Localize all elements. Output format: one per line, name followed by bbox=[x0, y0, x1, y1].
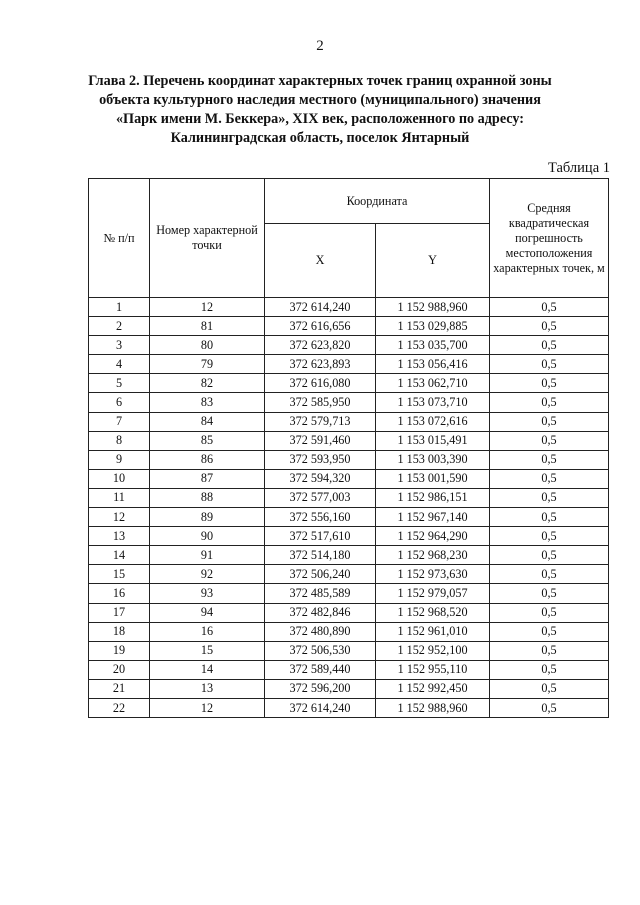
cell-y: 1 152 968,230 bbox=[376, 546, 490, 565]
table-row bbox=[89, 317, 609, 336]
table-row bbox=[89, 622, 609, 641]
cell-x: 372 482,846 bbox=[265, 603, 376, 622]
cell-num: 5 bbox=[89, 374, 150, 393]
cell-num: 7 bbox=[89, 412, 150, 431]
cell-x: 372 506,530 bbox=[265, 641, 376, 660]
cell-x: 372 506,240 bbox=[265, 565, 376, 584]
cell-y: 1 152 979,057 bbox=[376, 584, 490, 603]
cell-point-number: 84 bbox=[150, 412, 265, 431]
cell-num: 6 bbox=[89, 393, 150, 412]
cell-num: 8 bbox=[89, 431, 150, 450]
header-error: Средняя квадратическая погрешность местоположения характерных точек, м bbox=[490, 179, 609, 298]
cell-x: 372 577,003 bbox=[265, 488, 376, 507]
cell-y: 1 152 968,520 bbox=[376, 603, 490, 622]
cell-point-number: 89 bbox=[150, 508, 265, 527]
cell-y: 1 153 029,885 bbox=[376, 317, 490, 336]
coordinates-table bbox=[88, 178, 609, 718]
page-number: 2 bbox=[316, 38, 324, 54]
cell-num: 10 bbox=[89, 469, 150, 488]
cell-point-number: 80 bbox=[150, 336, 265, 355]
cell-error: 0,5 bbox=[490, 469, 609, 488]
table-row bbox=[89, 488, 609, 507]
cell-y: 1 152 961,010 bbox=[376, 622, 490, 641]
header-x: X bbox=[265, 224, 376, 298]
cell-num: 1 bbox=[89, 298, 150, 317]
cell-point-number: 85 bbox=[150, 431, 265, 450]
cell-x: 372 485,589 bbox=[265, 584, 376, 603]
chapter-heading bbox=[70, 72, 570, 148]
table-row bbox=[89, 527, 609, 546]
cell-y: 1 153 015,491 bbox=[376, 431, 490, 450]
cell-y: 1 152 967,140 bbox=[376, 508, 490, 527]
cell-error: 0,5 bbox=[490, 336, 609, 355]
cell-error: 0,5 bbox=[490, 508, 609, 527]
table-row bbox=[89, 641, 609, 660]
cell-point-number: 15 bbox=[150, 641, 265, 660]
cell-x: 372 593,950 bbox=[265, 450, 376, 469]
cell-point-number: 82 bbox=[150, 374, 265, 393]
cell-point-number: 83 bbox=[150, 393, 265, 412]
cell-num: 3 bbox=[89, 336, 150, 355]
table-row bbox=[89, 469, 609, 488]
cell-error: 0,5 bbox=[490, 317, 609, 336]
cell-point-number: 12 bbox=[150, 298, 265, 317]
cell-y: 1 153 056,416 bbox=[376, 355, 490, 374]
cell-num: 16 bbox=[89, 584, 150, 603]
heading-line: «Парк имени М. Беккера», XIX век, расположенного по адресу: bbox=[115, 111, 525, 127]
cell-num: 18 bbox=[89, 622, 150, 641]
table-row bbox=[89, 298, 609, 317]
cell-point-number: 93 bbox=[150, 584, 265, 603]
cell-num: 20 bbox=[89, 660, 150, 679]
table-row bbox=[89, 584, 609, 603]
cell-error: 0,5 bbox=[490, 450, 609, 469]
cell-y: 1 153 073,710 bbox=[376, 393, 490, 412]
cell-y: 1 152 964,290 bbox=[376, 527, 490, 546]
header-point-number: Номер характерной точки bbox=[150, 179, 265, 298]
table-row bbox=[89, 660, 609, 679]
table-row bbox=[89, 679, 609, 698]
table-row bbox=[89, 565, 609, 584]
cell-y: 1 152 986,151 bbox=[376, 488, 490, 507]
cell-y: 1 153 001,590 bbox=[376, 469, 490, 488]
cell-x: 372 623,893 bbox=[265, 355, 376, 374]
cell-x: 372 579,713 bbox=[265, 412, 376, 431]
cell-point-number: 79 bbox=[150, 355, 265, 374]
header-y: Y bbox=[376, 224, 490, 298]
cell-point-number: 88 bbox=[150, 488, 265, 507]
table-row bbox=[89, 374, 609, 393]
cell-num: 17 bbox=[89, 603, 150, 622]
cell-error: 0,5 bbox=[490, 374, 609, 393]
cell-y: 1 152 988,960 bbox=[376, 698, 490, 717]
cell-error: 0,5 bbox=[490, 298, 609, 317]
cell-point-number: 14 bbox=[150, 660, 265, 679]
cell-point-number: 90 bbox=[150, 527, 265, 546]
cell-x: 372 514,180 bbox=[265, 546, 376, 565]
cell-y: 1 152 973,630 bbox=[376, 565, 490, 584]
heading-line: объекта культурного наследия местного (муниципального) значения bbox=[99, 92, 541, 108]
table-row bbox=[89, 508, 609, 527]
cell-num: 19 bbox=[89, 641, 150, 660]
cell-error: 0,5 bbox=[490, 565, 609, 584]
cell-error: 0,5 bbox=[490, 679, 609, 698]
cell-point-number: 94 bbox=[150, 603, 265, 622]
cell-y: 1 153 062,710 bbox=[376, 374, 490, 393]
cell-y: 1 153 003,390 bbox=[376, 450, 490, 469]
table-row bbox=[89, 336, 609, 355]
cell-num: 21 bbox=[89, 679, 150, 698]
cell-y: 1 152 992,450 bbox=[376, 679, 490, 698]
cell-y: 1 152 988,960 bbox=[376, 298, 490, 317]
cell-error: 0,5 bbox=[490, 660, 609, 679]
cell-error: 0,5 bbox=[490, 584, 609, 603]
header-num: № п/п bbox=[89, 179, 150, 298]
cell-error: 0,5 bbox=[490, 355, 609, 374]
table-row bbox=[89, 698, 609, 717]
cell-num: 4 bbox=[89, 355, 150, 374]
cell-x: 372 594,320 bbox=[265, 469, 376, 488]
cell-point-number: 87 bbox=[150, 469, 265, 488]
cell-error: 0,5 bbox=[490, 488, 609, 507]
heading-line: Глава 2. Перечень координат характерных точек границ охранной зоны bbox=[88, 73, 552, 89]
cell-x: 372 616,656 bbox=[265, 317, 376, 336]
cell-num: 22 bbox=[89, 698, 150, 717]
cell-error: 0,5 bbox=[490, 603, 609, 622]
cell-point-number: 91 bbox=[150, 546, 265, 565]
cell-x: 372 480,890 bbox=[265, 622, 376, 641]
table-row bbox=[89, 355, 609, 374]
cell-x: 372 616,080 bbox=[265, 374, 376, 393]
cell-x: 372 591,460 bbox=[265, 431, 376, 450]
cell-num: 2 bbox=[89, 317, 150, 336]
cell-error: 0,5 bbox=[490, 641, 609, 660]
cell-y: 1 153 035,700 bbox=[376, 336, 490, 355]
cell-x: 372 614,240 bbox=[265, 298, 376, 317]
cell-x: 372 556,160 bbox=[265, 508, 376, 527]
cell-point-number: 13 bbox=[150, 679, 265, 698]
cell-error: 0,5 bbox=[490, 412, 609, 431]
cell-num: 12 bbox=[89, 508, 150, 527]
cell-x: 372 517,610 bbox=[265, 527, 376, 546]
cell-x: 372 596,200 bbox=[265, 679, 376, 698]
cell-x: 372 585,950 bbox=[265, 393, 376, 412]
cell-num: 15 bbox=[89, 565, 150, 584]
cell-y: 1 152 955,110 bbox=[376, 660, 490, 679]
cell-x: 372 589,440 bbox=[265, 660, 376, 679]
table-row bbox=[89, 450, 609, 469]
cell-point-number: 92 bbox=[150, 565, 265, 584]
cell-error: 0,5 bbox=[490, 546, 609, 565]
cell-error: 0,5 bbox=[490, 698, 609, 717]
cell-point-number: 16 bbox=[150, 622, 265, 641]
cell-x: 372 614,240 bbox=[265, 698, 376, 717]
table-body bbox=[89, 298, 609, 718]
table-row bbox=[89, 393, 609, 412]
cell-error: 0,5 bbox=[490, 622, 609, 641]
cell-num: 14 bbox=[89, 546, 150, 565]
cell-x: 372 623,820 bbox=[265, 336, 376, 355]
cell-point-number: 81 bbox=[150, 317, 265, 336]
cell-error: 0,5 bbox=[490, 431, 609, 450]
cell-error: 0,5 bbox=[490, 393, 609, 412]
table-row bbox=[89, 431, 609, 450]
table-row bbox=[89, 412, 609, 431]
cell-y: 1 153 072,616 bbox=[376, 412, 490, 431]
cell-num: 11 bbox=[89, 488, 150, 507]
cell-point-number: 86 bbox=[150, 450, 265, 469]
heading-line: Калининградская область, поселок Янтарный bbox=[170, 130, 470, 146]
cell-error: 0,5 bbox=[490, 527, 609, 546]
cell-y: 1 152 952,100 bbox=[376, 641, 490, 660]
cell-num: 13 bbox=[89, 527, 150, 546]
header-coordinate: Координата bbox=[265, 179, 490, 224]
table-row bbox=[89, 546, 609, 565]
cell-point-number: 12 bbox=[150, 698, 265, 717]
table-label: Таблица 1 bbox=[547, 160, 610, 176]
cell-num: 9 bbox=[89, 450, 150, 469]
table-row bbox=[89, 603, 609, 622]
